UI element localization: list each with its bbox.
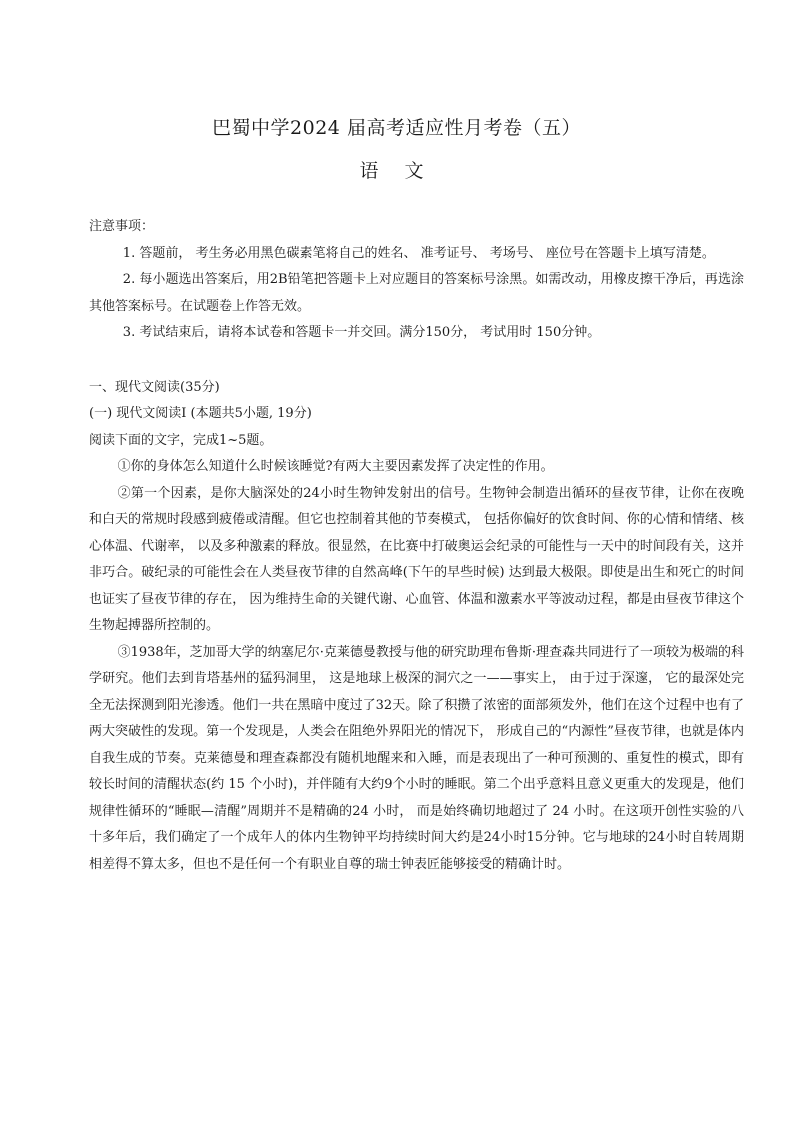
exam-content — [89, 214, 744, 878]
section-heading: 一、现代文阅读(35分) — [89, 379, 220, 395]
passage-paragraph-2: ②第一个因素，是你大脑深处的24小时生物钟发射出的信号。生物钟会制造出循环的昼夜节律，让你在夜晚和白天的常规时段感到疲倦或清醒。但它也控制着其他的节奏模式， 包括你偏好的饮食时间、你的心情和情绪、核心体温、代谢率， 以及多种激素的释放。很显然，在比赛中打破奥运会纪录的可能性与一天中的时间段有关，这并非巧合。破纪录的可能性会在人类昼夜节律的自然高峰(下午的早些时候) 达到最大极限。即使是出生和死亡的时间也证实了昼夜节律的存在， 因为维持生命的关键代谢、心血管、体温和激素水平等波动过程，都是由昼夜节律这个生物起搏器所控制的。 — [89, 485, 744, 633]
note-item-1: 1. 答题前， 考生务必用黑色碳素笔将自己的姓名、 准考证号、 考场号、 座位号在答题卡上填写清楚。 — [122, 245, 715, 261]
exam-title: 巴蜀中学2024 届高考适应性月考卷（五） — [212, 117, 581, 139]
subject-title: 语 文 — [359, 160, 434, 182]
reading-instruction: 阅读下面的文字，完成1~5题。 — [89, 432, 273, 448]
passage-paragraph-1: ①你的身体怎么知道什么时候该睡觉?有两大主要因素发挥了决定性的作用。 — [117, 459, 554, 474]
section-gap — [89, 347, 744, 375]
note-item-2: 2. 每小题选出答案后，用2B铅笔把答题卡上对应题目的答案标号涂黑。如需改动，用橡皮擦干净后，再选涂其他答案标号。在试题卷上作答无效。 — [89, 272, 744, 314]
passage-paragraph-3: ③1938年，芝加哥大学的纳塞尼尔·克莱德曼教授与他的研究助理布鲁斯·理查森共同进行了一项较为极端的科学研究。他们去到肯塔基州的猛犸洞里， 这是地球上极深的洞穴之一——事实上， 由于过于深邃， 它的最深处完全无法探测到阳光渗透。他们一共在黑暗中度过了32天。除了积攒了浓密的面部须发外，他们在这个过程中也有了两大突破性的发现。第一个发现是，人类会在阻绝外界阳光的情况下， 形成自己的“内源性”昼夜节律，也就是体内自我生成的节奏。克莱德曼和理查森都没有随机地醒来和入睡，而是表现出了一种可预测的、重复性的模式，即有较长时间的清醒状态(约 15 个小时)，并伴随有大约9个小时的睡眠。第二个出乎意料且意义更重大的发现是，他们规律性循环的“睡眠—清醒”周期并不是精确的24 小时， 而是始终确切地超过了 24 小时。在这项开创性实验的八十多年后，我们确定了一个成年人的体内生物钟平均持续时间大约是24小时15分钟。它与地球的24小时自转周期相差得不算太多，但也不是任何一个有职业自尊的瑞士钟表匠能够接受的精确计时。 — [89, 644, 744, 872]
note-item-3: 3. 考试结束后，请将本试卷和答题卡一并交回。满分150分， 考试用时 150分钟。 — [122, 325, 601, 340]
section-subheading: (一) 现代文阅读Ⅰ (本题共5小题, 19分) — [89, 406, 312, 421]
notes-heading: 注意事项： — [89, 219, 155, 234]
